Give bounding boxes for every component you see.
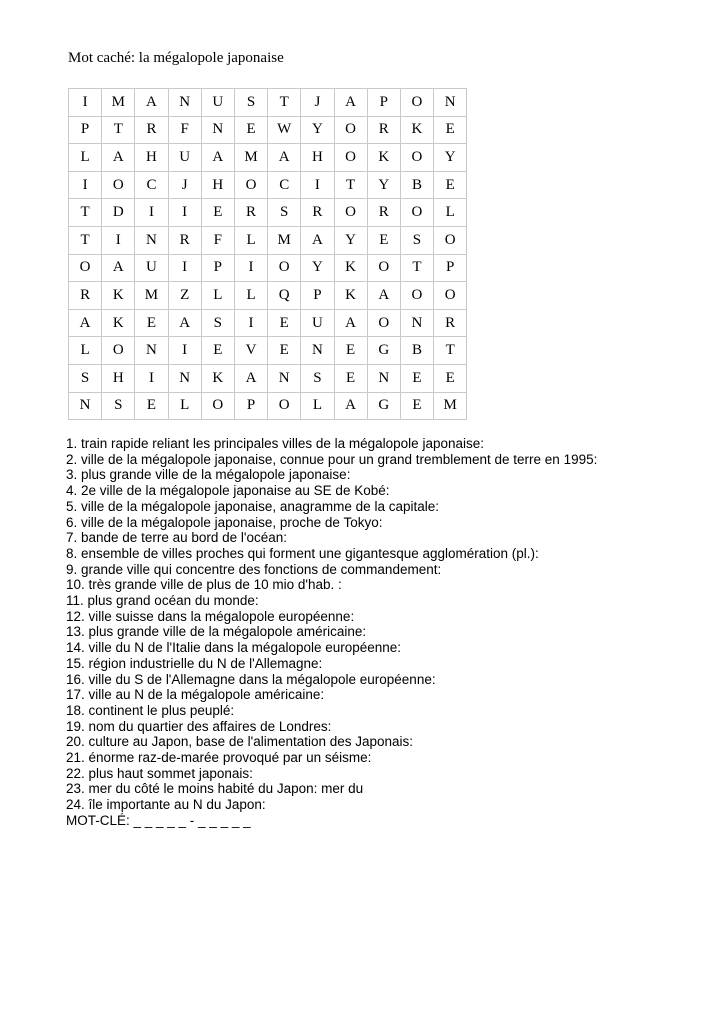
grid-row xyxy=(69,337,467,365)
grid-cell: A xyxy=(201,144,234,172)
grid-cell: N xyxy=(135,337,168,365)
grid-cell: R xyxy=(367,116,400,144)
grid-cell: U xyxy=(168,144,201,172)
grid-cell: S xyxy=(69,364,102,392)
grid-cell: I xyxy=(135,364,168,392)
grid-cell: U xyxy=(201,89,234,117)
grid-cell: E xyxy=(334,364,367,392)
grid-cell: P xyxy=(301,282,334,310)
grid-cell: A xyxy=(234,364,267,392)
grid-cell: Y xyxy=(334,226,367,254)
clue-line: 19. nom du quartier des affaires de Londres: xyxy=(66,718,332,734)
grid-row xyxy=(69,116,467,144)
grid-cell: M xyxy=(434,392,467,420)
grid-cell: N xyxy=(367,364,400,392)
grid-cell: T xyxy=(334,171,367,199)
grid-cell: N xyxy=(168,364,201,392)
grid-cell: N xyxy=(168,89,201,117)
grid-cell: R xyxy=(301,199,334,227)
grid-cell: R xyxy=(434,309,467,337)
grid-row xyxy=(69,282,467,310)
clue-line: 23. mer du côté le moins habité du Japon: mer du xyxy=(66,781,364,797)
grid-cell: A xyxy=(334,89,367,117)
clue-line: 11. plus grand océan du monde: xyxy=(66,593,259,609)
grid-cell: J xyxy=(301,89,334,117)
grid-cell: Y xyxy=(301,116,334,144)
grid-cell: O xyxy=(268,392,301,420)
grid-cell: O xyxy=(400,199,433,227)
grid-cell: F xyxy=(201,226,234,254)
grid-cell: L xyxy=(434,199,467,227)
clue-line: 17. ville au N de la mégalopole américaine: xyxy=(66,687,325,703)
grid-cell: O xyxy=(367,309,400,337)
grid-cell: E xyxy=(201,199,234,227)
grid-cell: A xyxy=(168,309,201,337)
grid-cell: N xyxy=(268,364,301,392)
grid-cell: O xyxy=(334,116,367,144)
grid-cell: A xyxy=(367,282,400,310)
clue-line: 14. ville du N de l'Italie dans la mégalopole européenne: xyxy=(66,640,402,656)
grid-cell: O xyxy=(234,171,267,199)
clue-line: 10. très grande ville de plus de 10 mio d'hab. : xyxy=(66,577,342,593)
grid-row xyxy=(69,226,467,254)
grid-cell: N xyxy=(400,309,433,337)
clue-line: 4. 2e ville de la mégalopole japonaise au SE de Kobé: xyxy=(66,483,390,499)
clue-line: 6. ville de la mégalopole japonaise, proche de Tokyo: xyxy=(66,514,383,530)
grid-cell: J xyxy=(168,171,201,199)
grid-cell: O xyxy=(400,282,433,310)
clue-line: 18. continent le plus peuplé: xyxy=(66,702,235,718)
grid-cell: R xyxy=(168,226,201,254)
grid-cell: T xyxy=(268,89,301,117)
grid-cell: P xyxy=(434,254,467,282)
grid-cell: H xyxy=(201,171,234,199)
grid-cell: K xyxy=(102,309,135,337)
grid-cell: O xyxy=(434,226,467,254)
grid-cell: L xyxy=(301,392,334,420)
grid-cell: K xyxy=(334,254,367,282)
grid-cell: I xyxy=(135,199,168,227)
grid-cell: T xyxy=(400,254,433,282)
grid-cell: Y xyxy=(434,144,467,172)
grid-cell: C xyxy=(268,171,301,199)
grid-cell: I xyxy=(234,309,267,337)
grid-row xyxy=(69,89,467,117)
grid-cell: P xyxy=(69,116,102,144)
grid-cell: E xyxy=(434,116,467,144)
grid-cell: Z xyxy=(168,282,201,310)
grid-cell: E xyxy=(268,337,301,365)
clue-line: 5. ville de la mégalopole japonaise, anagramme de la capitale: xyxy=(66,498,439,514)
clue-line: 21. énorme raz-de-marée provoqué par un séisme: xyxy=(66,750,372,766)
grid-row xyxy=(69,364,467,392)
grid-cell: A xyxy=(102,144,135,172)
grid-cell: E xyxy=(400,392,433,420)
grid-cell: M xyxy=(234,144,267,172)
grid-cell: B xyxy=(400,171,433,199)
grid-cell: S xyxy=(301,364,334,392)
grid-cell: N xyxy=(301,337,334,365)
clue-list xyxy=(66,436,666,829)
grid-cell: I xyxy=(301,171,334,199)
grid-cell: H xyxy=(135,144,168,172)
grid-cell: E xyxy=(135,392,168,420)
grid-cell: O xyxy=(334,144,367,172)
grid-cell: O xyxy=(334,199,367,227)
grid-cell: E xyxy=(234,116,267,144)
grid-cell: W xyxy=(268,116,301,144)
grid-cell: E xyxy=(135,309,168,337)
grid-cell: M xyxy=(268,226,301,254)
grid-cell: P xyxy=(367,89,400,117)
grid-cell: K xyxy=(334,282,367,310)
grid-cell: A xyxy=(268,144,301,172)
grid-cell: H xyxy=(102,364,135,392)
grid-cell: P xyxy=(201,254,234,282)
grid-cell: L xyxy=(201,282,234,310)
clue-line: 1. train rapide reliant les principales villes de la mégalopole japonaise: xyxy=(66,436,484,451)
grid-cell: N xyxy=(434,89,467,117)
clue-line: 15. région industrielle du N de l'Allemagne: xyxy=(66,655,323,671)
clue-line: 22. plus haut sommet japonais: xyxy=(66,765,253,781)
grid-cell: C xyxy=(135,171,168,199)
grid-cell: U xyxy=(135,254,168,282)
clue-line: 8. ensemble de villes proches qui forment une gigantesque agglomération (pl.): xyxy=(66,545,539,561)
grid-cell: I xyxy=(234,254,267,282)
clue-line: 12. ville suisse dans la mégalopole européenne: xyxy=(66,608,355,624)
grid-cell: K xyxy=(102,282,135,310)
grid-cell: I xyxy=(168,254,201,282)
clue-line: 7. bande de terre au bord de l'océan: xyxy=(66,530,287,546)
grid-cell: E xyxy=(434,364,467,392)
grid-cell: L xyxy=(234,282,267,310)
grid-cell: V xyxy=(234,337,267,365)
grid-cell: T xyxy=(102,116,135,144)
grid-cell: I xyxy=(69,89,102,117)
grid-cell: E xyxy=(400,364,433,392)
grid-row xyxy=(69,171,467,199)
grid-cell: I xyxy=(168,199,201,227)
grid-cell: R xyxy=(69,282,102,310)
grid-cell: O xyxy=(102,337,135,365)
grid-cell: O xyxy=(201,392,234,420)
page-title: Mot caché: la mégalopole japonaise xyxy=(68,50,284,66)
grid-cell: H xyxy=(301,144,334,172)
grid-cell: L xyxy=(168,392,201,420)
clue-line: 24. île importante au N du Japon: xyxy=(66,797,266,813)
grid-cell: Q xyxy=(268,282,301,310)
grid-cell: I xyxy=(69,171,102,199)
grid-cell: K xyxy=(367,144,400,172)
grid-cell: S xyxy=(234,89,267,117)
grid-cell: S xyxy=(400,226,433,254)
grid-cell: R xyxy=(135,116,168,144)
clue-line: 3. plus grande ville de la mégalopole japonaise: xyxy=(66,467,351,483)
grid-cell: U xyxy=(301,309,334,337)
word-search-grid xyxy=(68,88,467,420)
grid-row xyxy=(69,392,467,420)
grid-cell: K xyxy=(400,116,433,144)
grid-cell: E xyxy=(334,337,367,365)
grid-cell: L xyxy=(69,144,102,172)
keyword-line: MOT-CLÉ: _ _ _ _ _ - _ _ _ _ _ xyxy=(66,812,251,828)
grid-cell: N xyxy=(135,226,168,254)
grid-cell: O xyxy=(400,89,433,117)
clue-line: 20. culture au Japon, base de l'alimentation des Japonais: xyxy=(66,734,414,750)
grid-cell: O xyxy=(268,254,301,282)
grid-cell: K xyxy=(201,364,234,392)
clue-line: 13. plus grande ville de la mégalopole américaine: xyxy=(66,624,367,640)
grid-cell: N xyxy=(201,116,234,144)
grid-row xyxy=(69,309,467,337)
grid-cell: G xyxy=(367,392,400,420)
grid-cell: A xyxy=(135,89,168,117)
grid-cell: O xyxy=(102,171,135,199)
grid-cell: D xyxy=(102,199,135,227)
grid-cell: E xyxy=(434,171,467,199)
grid-cell: A xyxy=(69,309,102,337)
grid-cell: Y xyxy=(367,171,400,199)
grid-cell: I xyxy=(102,226,135,254)
grid-cell: L xyxy=(69,337,102,365)
grid-cell: E xyxy=(268,309,301,337)
grid-cell: A xyxy=(334,392,367,420)
grid-cell: E xyxy=(201,337,234,365)
grid-row xyxy=(69,254,467,282)
grid-cell: R xyxy=(234,199,267,227)
grid-row xyxy=(69,144,467,172)
grid-cell: A xyxy=(301,226,334,254)
grid-cell: O xyxy=(367,254,400,282)
grid-cell: M xyxy=(135,282,168,310)
grid-cell: S xyxy=(201,309,234,337)
grid-cell: A xyxy=(102,254,135,282)
clue-line: 2. ville de la mégalopole japonaise, connue pour un grand tremblement de terre en 1995: xyxy=(66,451,598,467)
grid-cell: O xyxy=(434,282,467,310)
grid-cell: Y xyxy=(301,254,334,282)
grid-cell: B xyxy=(400,337,433,365)
grid-cell: G xyxy=(367,337,400,365)
grid-cell: F xyxy=(168,116,201,144)
grid-cell: M xyxy=(102,89,135,117)
grid-cell: T xyxy=(434,337,467,365)
grid-cell: E xyxy=(367,226,400,254)
grid-cell: O xyxy=(69,254,102,282)
grid-cell: A xyxy=(334,309,367,337)
grid-cell: P xyxy=(234,392,267,420)
grid-cell: R xyxy=(367,199,400,227)
grid-cell: I xyxy=(168,337,201,365)
grid-cell: S xyxy=(268,199,301,227)
grid-row xyxy=(69,199,467,227)
grid-cell: S xyxy=(102,392,135,420)
grid-cell: T xyxy=(69,199,102,227)
clue-line: 16. ville du S de l'Allemagne dans la mégalopole européenne: xyxy=(66,671,436,687)
grid-cell: L xyxy=(234,226,267,254)
clue-line: 9. grande ville qui concentre des fonctions de commandement: xyxy=(66,561,442,577)
grid-cell: N xyxy=(69,392,102,420)
grid-cell: T xyxy=(69,226,102,254)
grid-cell: O xyxy=(400,144,433,172)
